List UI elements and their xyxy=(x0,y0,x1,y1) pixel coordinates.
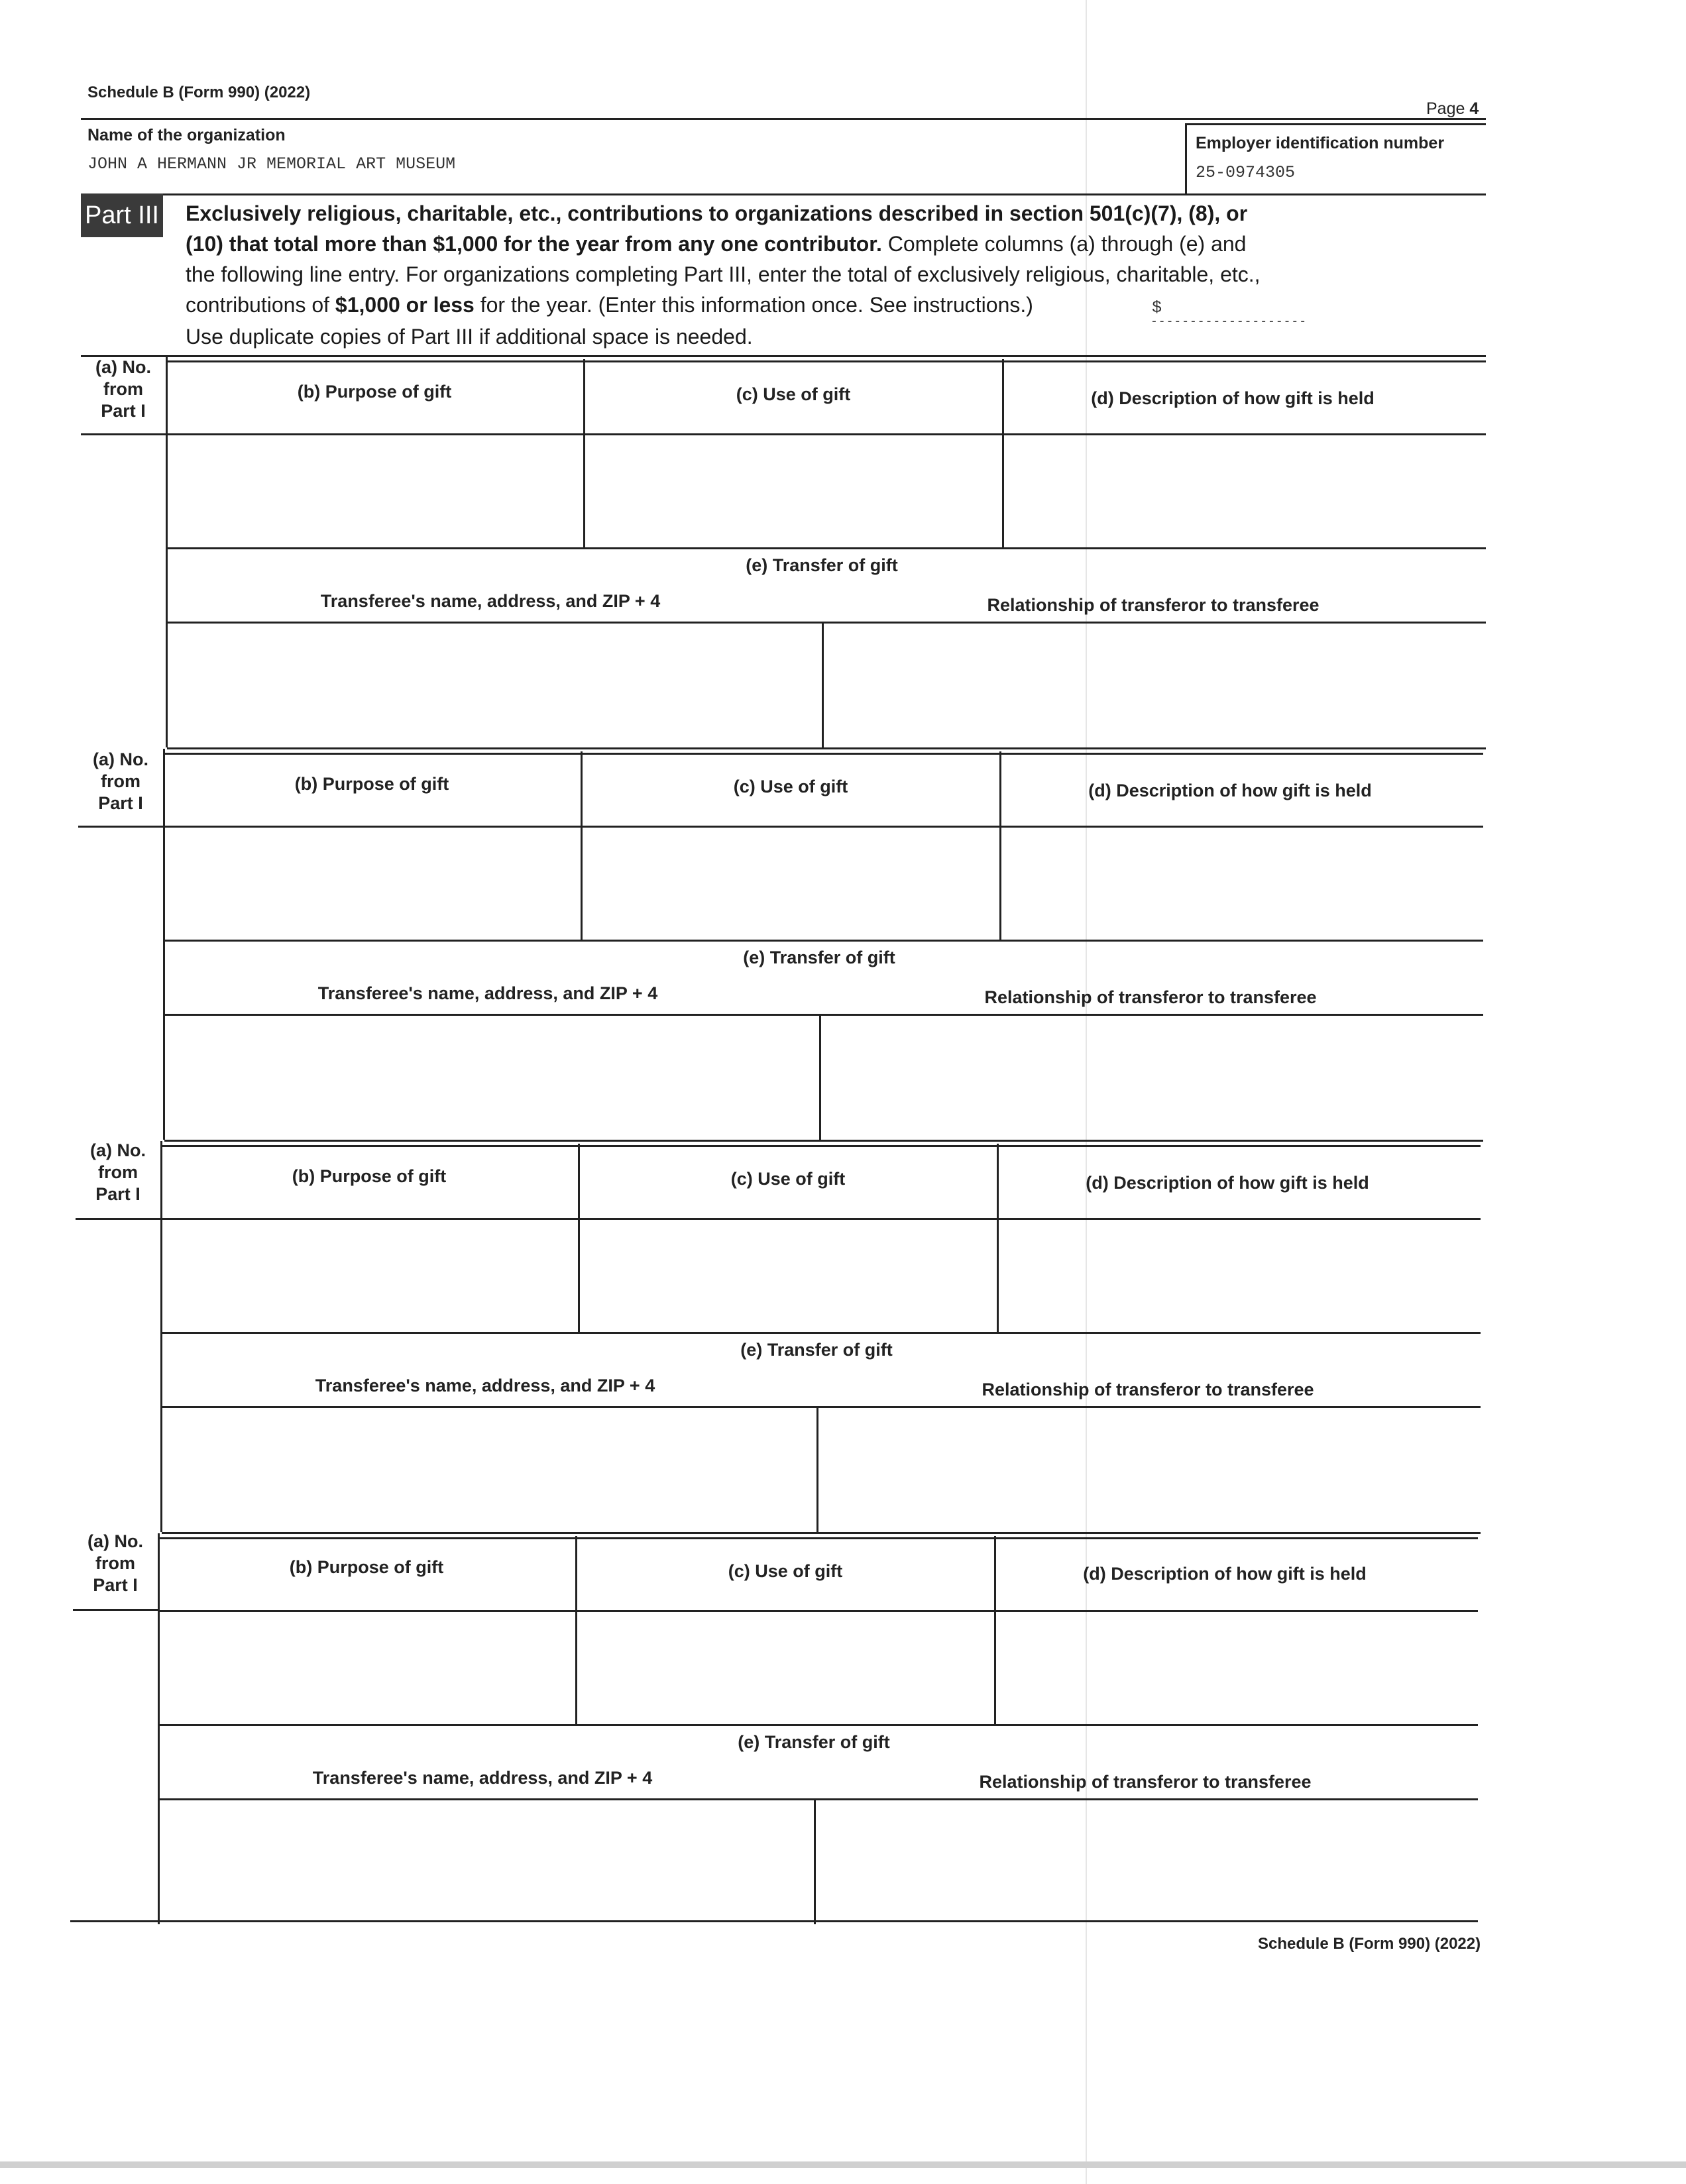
block-bottom-rule xyxy=(164,1140,1483,1142)
transfer-header: (e) Transfer of gift xyxy=(743,948,895,967)
transfer-divider xyxy=(816,1407,818,1532)
relationship-cell[interactable] xyxy=(819,1409,1481,1531)
transfer-top-rule xyxy=(167,547,1486,549)
part-iii-line-2-bold: (10) that total more than $1,000 for the year from any one contributor. xyxy=(186,232,882,256)
col-a-divider xyxy=(163,749,165,1140)
relationship-cell[interactable] xyxy=(824,624,1486,746)
purpose-cell[interactable] xyxy=(160,1612,574,1722)
use-cell[interactable] xyxy=(583,828,998,938)
row-top-rule xyxy=(162,1145,1481,1147)
col-a-line-3: Part I xyxy=(98,793,143,813)
col-d-header: (d) Description of how gift is held xyxy=(1088,781,1372,800)
transfer-header: (e) Transfer of gift xyxy=(740,1340,893,1360)
col-a-line-3: Part I xyxy=(101,401,146,421)
transfer-header-rule xyxy=(164,1014,1483,1016)
col-a-line-2: from xyxy=(103,379,143,399)
col-a-line-3: Part I xyxy=(95,1184,140,1204)
org-bottom-rule xyxy=(81,193,1486,195)
use-cell[interactable] xyxy=(586,435,1001,545)
description-cell[interactable] xyxy=(1002,828,1483,938)
transferee-cell[interactable] xyxy=(166,1016,818,1138)
col-d-header: (d) Description of how gift is held xyxy=(1083,1564,1367,1584)
ein-divider xyxy=(1185,123,1187,193)
col-b-header: (b) Purpose of gift xyxy=(289,1557,444,1577)
col-a-header-rule xyxy=(73,1609,159,1611)
col-b-header: (b) Purpose of gift xyxy=(297,382,452,402)
footer-form-title: Schedule B (Form 990) (2022) xyxy=(1258,1935,1481,1953)
part-iii-line-2-rest: Complete columns (a) through (e) and xyxy=(881,232,1247,256)
part-iii-bottom-rule xyxy=(81,355,1486,357)
col-a-line-3: Part I xyxy=(93,1575,138,1595)
transferee-header: Transferee's name, address, and ZIP + 4 xyxy=(320,591,661,611)
col-a-line-2: from xyxy=(101,771,140,791)
transfer-header-rule xyxy=(162,1406,1481,1408)
col-a-divider xyxy=(160,1141,162,1532)
col-d-header: (d) Description of how gift is held xyxy=(1086,1173,1369,1193)
row-top-rule xyxy=(164,753,1483,755)
col-a-line-1: (a) No. xyxy=(87,1531,143,1551)
col-a-line-2: from xyxy=(98,1162,138,1182)
transferee-header: Transferee's name, address, and ZIP + 4 xyxy=(312,1768,653,1788)
transferee-cell[interactable] xyxy=(160,1801,813,1923)
col-a-divider xyxy=(158,1533,160,1924)
use-cell[interactable] xyxy=(581,1220,995,1330)
col-a-divider xyxy=(166,356,168,747)
col-a-value-cell[interactable] xyxy=(81,435,166,747)
col-a-header-3 xyxy=(76,1140,160,1205)
part-iii-line-5: Use duplicate copies of Part III if additional space is needed. xyxy=(186,325,753,349)
col-d-header: (d) Description of how gift is held xyxy=(1091,388,1375,408)
col-c-divider xyxy=(997,1144,999,1332)
dollar-sign: $ xyxy=(1152,298,1162,317)
row-top-rule xyxy=(159,1537,1478,1539)
col-c-divider xyxy=(999,751,1001,940)
block-bottom-rule xyxy=(167,747,1486,749)
transferee-cell[interactable] xyxy=(163,1409,815,1531)
col-a-header-4 xyxy=(73,1531,158,1596)
form-title: Schedule B (Form 990) (2022) xyxy=(87,83,311,101)
block-bottom-rule xyxy=(162,1532,1481,1534)
org-name-value: JOHN A HERMANN JR MEMORIAL ART MUSEUM xyxy=(87,154,456,174)
relationship-header: Relationship of transferor to transferee xyxy=(987,595,1320,615)
relationship-cell[interactable] xyxy=(816,1801,1478,1923)
dollar-amount-field[interactable]: -------------------- xyxy=(1151,315,1308,329)
col-c-header: (c) Use of gift xyxy=(733,777,848,796)
use-cell[interactable] xyxy=(578,1612,993,1722)
ein-top-rule xyxy=(1185,123,1486,125)
transfer-divider xyxy=(819,1015,821,1140)
col-a-value-cell[interactable] xyxy=(76,1220,160,1531)
page-number: 4 xyxy=(1469,99,1479,118)
transferee-header: Transferee's name, address, and ZIP + 4 xyxy=(315,1376,655,1395)
col-c-header: (c) Use of gift xyxy=(730,1169,846,1189)
table-bottom-rule xyxy=(70,1920,1478,1922)
col-c-header: (c) Use of gift xyxy=(736,384,851,404)
col-b-divider xyxy=(578,1144,580,1332)
transfer-top-rule xyxy=(159,1724,1478,1726)
col-a-header-1 xyxy=(81,356,166,422)
col-a-value-cell[interactable] xyxy=(73,1612,158,1924)
col-b-divider xyxy=(581,751,583,940)
col-b-divider xyxy=(583,359,585,547)
col-b-header: (b) Purpose of gift xyxy=(292,1166,447,1186)
purpose-cell[interactable] xyxy=(166,828,579,938)
relationship-header: Relationship of transferor to transferee xyxy=(984,987,1317,1007)
col-b-header: (b) Purpose of gift xyxy=(294,774,449,794)
col-c-header: (c) Use of gift xyxy=(728,1561,843,1581)
relationship-header: Relationship of transferor to transferee xyxy=(979,1772,1312,1792)
part-iii-line-1-bold: Exclusively religious, charitable, etc., contributions to organizations described in section 501(c)(7), (8), or xyxy=(186,201,1248,225)
col-c-divider xyxy=(994,1536,996,1724)
relationship-header: Relationship of transferor to transferee xyxy=(982,1380,1314,1399)
transferee-cell[interactable] xyxy=(168,624,820,746)
col-b-divider xyxy=(575,1536,577,1724)
transfer-header: (e) Transfer of gift xyxy=(738,1732,890,1752)
part-iii-line-3: the following line entry. For organizations completing Part III, enter the total of exclusively religious, charitable, etc., xyxy=(186,262,1261,286)
purpose-cell[interactable] xyxy=(168,435,582,545)
description-cell[interactable] xyxy=(1005,435,1486,545)
col-c-divider xyxy=(1002,359,1004,547)
col-a-line-1: (a) No. xyxy=(90,1140,146,1160)
relationship-cell[interactable] xyxy=(822,1016,1483,1138)
ein-value: 25-0974305 xyxy=(1196,163,1296,182)
page-label: Page xyxy=(1426,99,1465,118)
header-rule xyxy=(81,118,1486,120)
col-a-header-2 xyxy=(78,749,163,814)
page-indicator xyxy=(1426,99,1479,119)
part-iii-badge: Part III xyxy=(81,193,163,237)
description-cell[interactable] xyxy=(997,1612,1478,1722)
transferee-header: Transferee's name, address, and ZIP + 4 xyxy=(317,983,658,1003)
ein-label: Employer identification number xyxy=(1196,134,1445,152)
part-iii-line-4 xyxy=(186,293,1033,317)
col-a-line-1: (a) No. xyxy=(93,749,148,769)
transfer-divider xyxy=(822,623,824,747)
col-a-value-cell[interactable] xyxy=(78,828,163,1139)
purpose-cell[interactable] xyxy=(163,1220,577,1330)
part-iii-line-4-post: for the year. (Enter this information once. See instructions.) xyxy=(474,293,1033,317)
row-top-rule xyxy=(167,360,1486,362)
transfer-header-rule xyxy=(159,1798,1478,1800)
transfer-top-rule xyxy=(162,1332,1481,1334)
col-a-line-2: from xyxy=(95,1553,135,1573)
transfer-header: (e) Transfer of gift xyxy=(746,555,898,575)
scan-bottom-edge xyxy=(0,2161,1686,2168)
transfer-top-rule xyxy=(164,940,1483,942)
col-a-line-1: (a) No. xyxy=(95,357,151,377)
part-iii-line-1 xyxy=(186,201,1247,226)
part-iii-line-4-pre: contributions of xyxy=(186,293,335,317)
part-iii-line-2 xyxy=(186,232,1246,256)
description-cell[interactable] xyxy=(999,1220,1481,1330)
org-name-label: Name of the organization xyxy=(87,126,286,144)
transfer-divider xyxy=(814,1800,816,1924)
transfer-header-rule xyxy=(167,622,1486,624)
part-iii-line-4-bold: $1,000 or less xyxy=(335,293,475,317)
